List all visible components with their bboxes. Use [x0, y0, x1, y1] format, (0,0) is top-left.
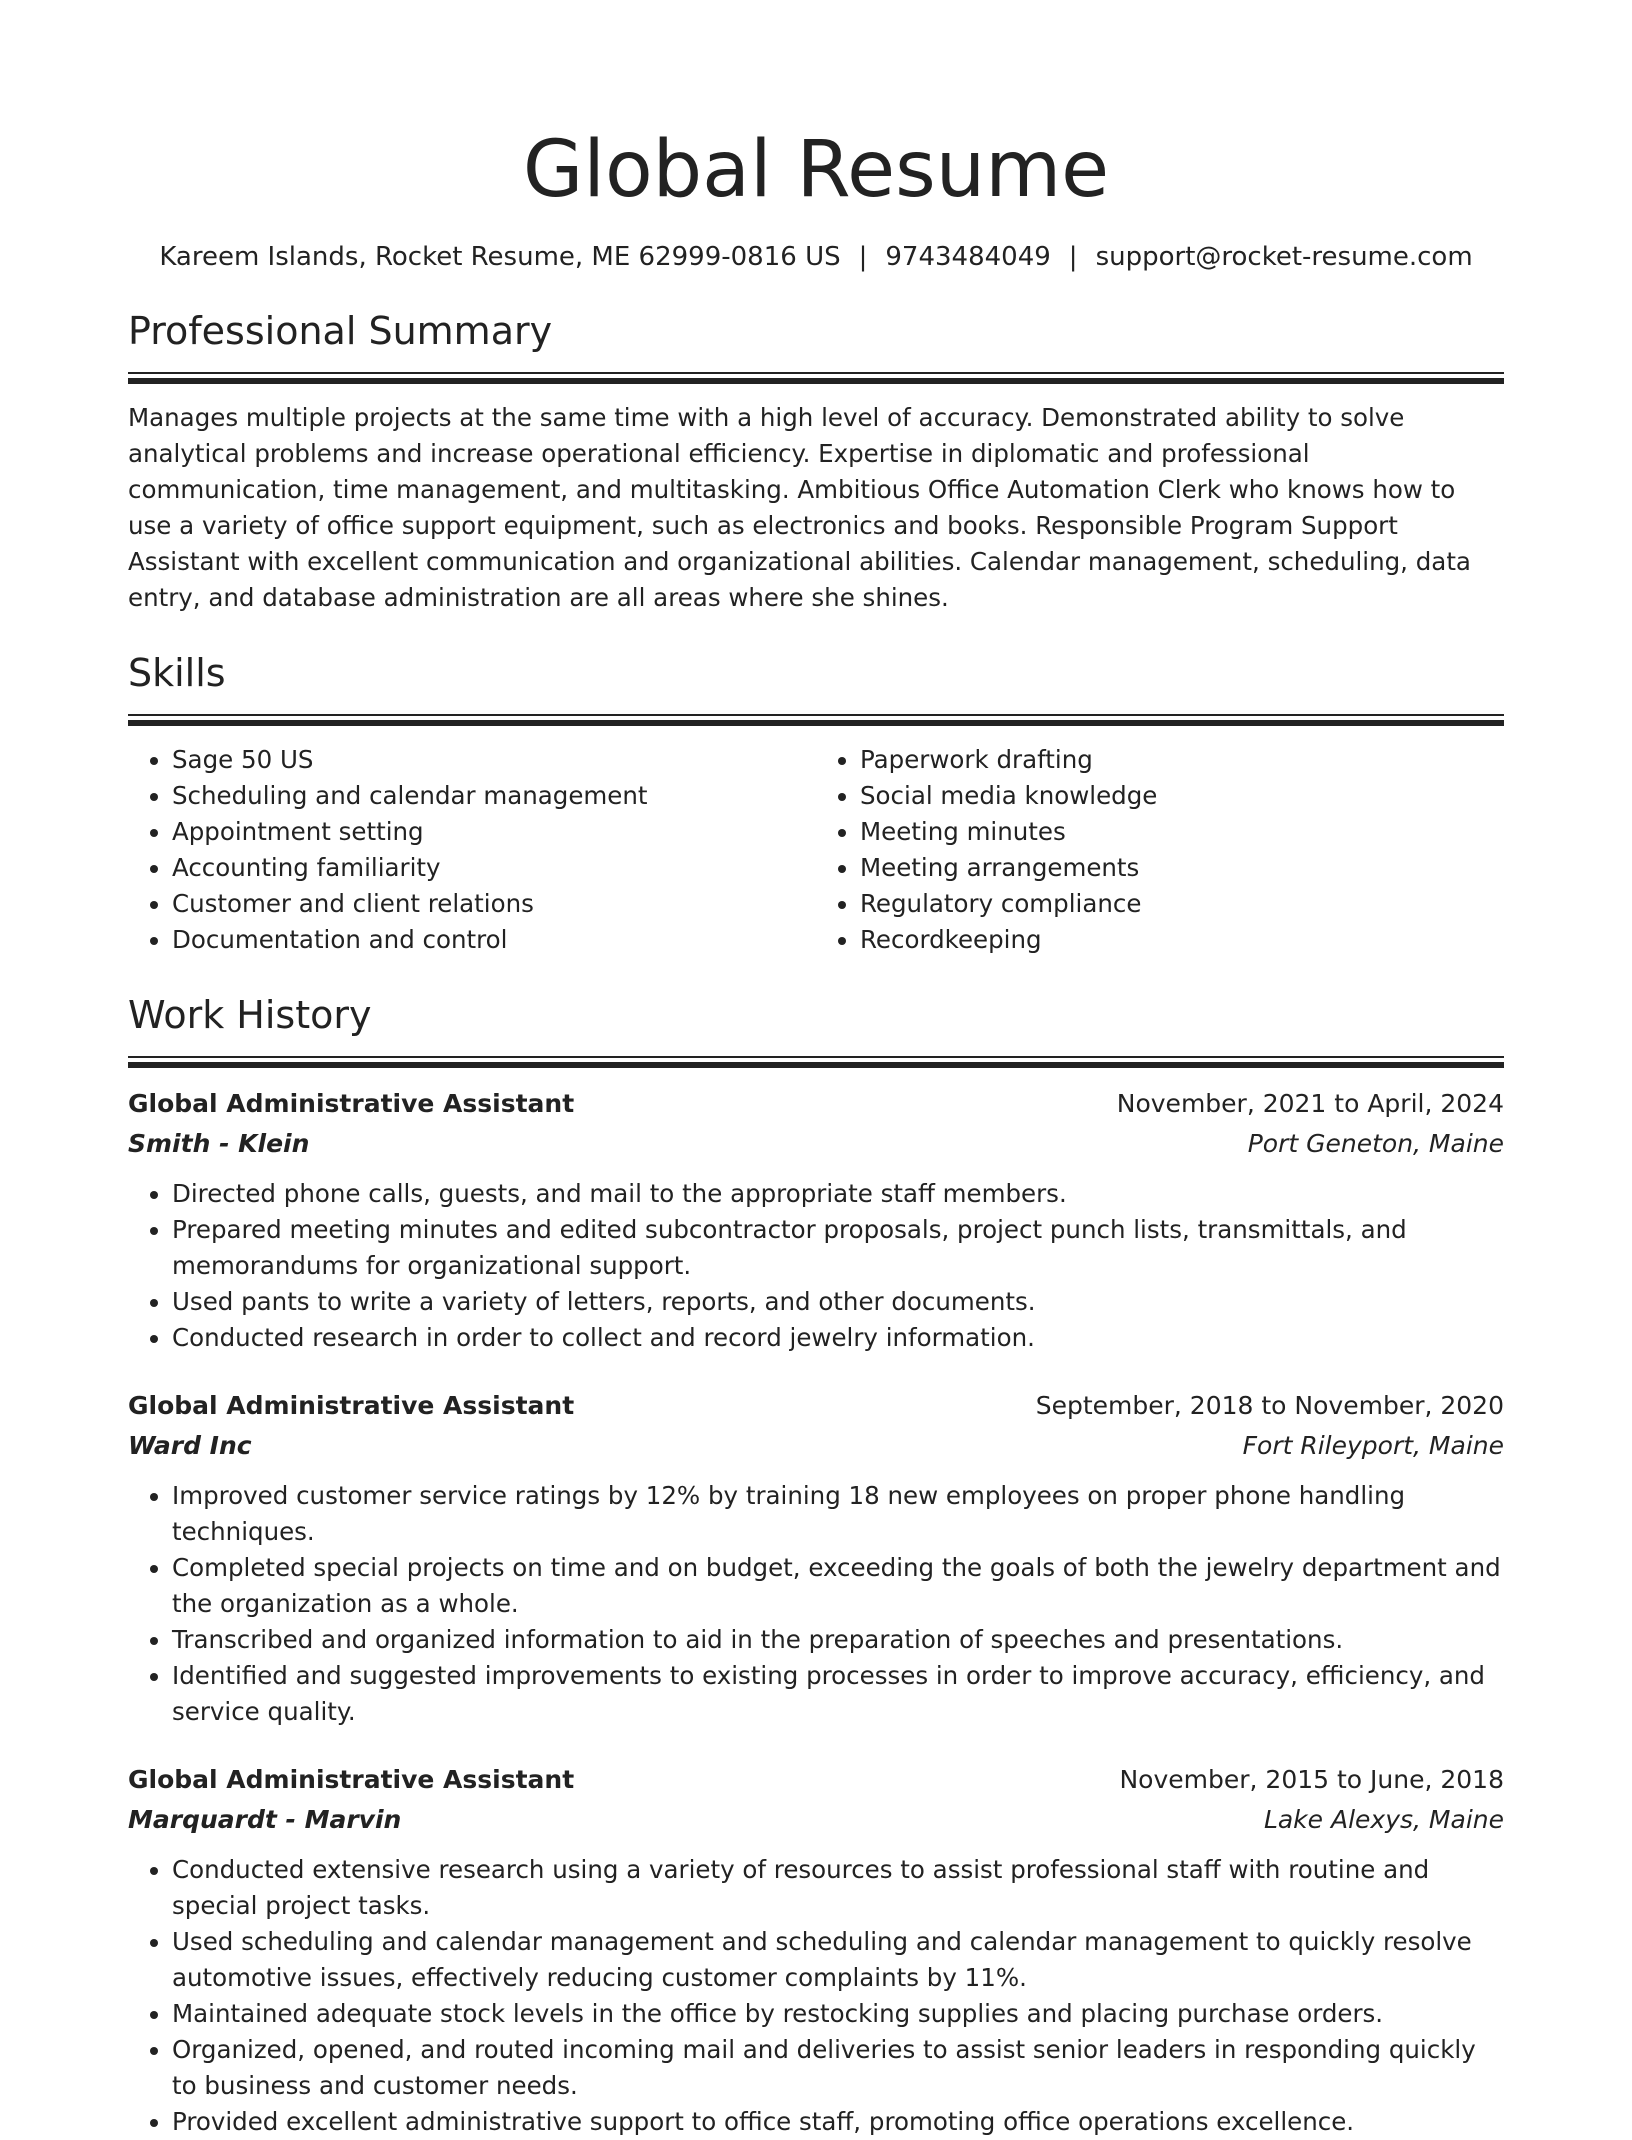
- skill-item: • Meeting arrangements: [860, 850, 1504, 886]
- job-bullets: [128, 1176, 1504, 1356]
- job-company: Marquardt - Marvin: [128, 1805, 402, 1834]
- skill-item: • Accounting familiarity: [172, 850, 816, 886]
- job-location: Port Geneton, Maine: [1247, 1129, 1504, 1158]
- skill-item: • Documentation and control: [172, 922, 816, 958]
- contact-separator: |: [858, 242, 868, 272]
- job-bullet: • Improved customer service ratings by 12% by training 18 new employees on proper phone handling techniques.: [172, 1478, 1504, 1550]
- resume-name: Global Resume: [522, 125, 1110, 215]
- job-bullet: • Prepared meeting minutes and edited subcontractor proposals, project punch lists, transmittals, and memorandums for organizational support.: [172, 1212, 1504, 1284]
- job-dates: November, 2021 to April, 2024: [1116, 1089, 1504, 1118]
- skill-item: • Scheduling and calendar management: [172, 778, 816, 814]
- job-dates: September, 2018 to November, 2020: [1035, 1391, 1504, 1420]
- job-employer-row: [128, 1124, 1504, 1164]
- job-title: Global Administrative Assistant: [128, 1765, 575, 1794]
- summary-text: Manages multiple projects at the same time with a high level of accuracy. Demonstrated ability to solve analytical problems and increase operational efficiency. Expertise in diplomatic and professional communication, time management, and multitasking. Ambitious Office Automation Clerk who knows how to use a variety of office support equipment, such as electronics and books. Responsible Program Support Assistant with excellent communication and organizational abilities. Calendar management, scheduling, data entry, and database administration are all areas where she shines.: [128, 403, 1471, 612]
- job-entry: [128, 1760, 1504, 2140]
- job-company: Ward Inc: [128, 1431, 252, 1460]
- skill-item: • Meeting minutes: [860, 814, 1504, 850]
- job-bullet: • Directed phone calls, guests, and mail to the appropriate staff members.: [172, 1176, 1504, 1212]
- skills-title: Skills: [128, 651, 226, 695]
- skills-list-right: [816, 742, 1504, 958]
- skill-item: • Paperwork drafting: [860, 742, 1504, 778]
- skills-list-left: [128, 742, 816, 958]
- job-bullet: • Provided excellent administrative support to office staff, promoting office operations excellence.: [172, 2104, 1504, 2140]
- job-header-row: [128, 1760, 1504, 1800]
- skills-section: [128, 648, 1504, 958]
- job-bullets: [128, 1478, 1504, 1730]
- job-title: Global Administrative Assistant: [128, 1391, 575, 1420]
- job-bullet: • Transcribed and organized information to aid in the preparation of speeches and presentations.: [172, 1622, 1504, 1658]
- job-employer-row: [128, 1426, 1504, 1466]
- section-divider: [128, 1056, 1504, 1068]
- skills-columns: [128, 742, 1504, 958]
- contact-separator: |: [1068, 242, 1078, 272]
- summary-section: [128, 306, 1504, 616]
- skill-item: • Regulatory compliance: [860, 886, 1504, 922]
- job-company: Smith - Klein: [128, 1129, 310, 1158]
- skill-item: • Customer and client relations: [172, 886, 816, 922]
- skill-item: • Sage 50 US: [172, 742, 816, 778]
- job-bullet: • Maintained adequate stock levels in the office by restocking supplies and placing purchase orders.: [172, 1996, 1504, 2032]
- contact-line: [128, 240, 1504, 274]
- job-bullet: • Organized, opened, and routed incoming mail and deliveries to assist senior leaders in responding quickly to business and customer needs.: [172, 2032, 1504, 2104]
- contact-phone: 9743484049: [885, 242, 1051, 272]
- job-header-row: [128, 1386, 1504, 1426]
- job-bullet: • Used pants to write a variety of letters, reports, and other documents.: [172, 1284, 1504, 1320]
- job-header-row: [128, 1084, 1504, 1124]
- work-history-title: Work History: [128, 993, 372, 1037]
- job-entry: [128, 1084, 1504, 1356]
- job-dates: November, 2015 to June, 2018: [1119, 1765, 1504, 1794]
- job-entry: [128, 1386, 1504, 1730]
- job-employer-row: [128, 1800, 1504, 1840]
- job-location: Lake Alexys, Maine: [1263, 1805, 1504, 1834]
- section-divider: [128, 714, 1504, 726]
- job-bullets: [128, 1852, 1504, 2140]
- job-bullet: • Conducted extensive research using a variety of resources to assist professional staff with routine and special project tasks.: [172, 1852, 1504, 1924]
- skill-item: • Appointment setting: [172, 814, 816, 850]
- section-divider: [128, 372, 1504, 384]
- job-bullet: • Used scheduling and calendar management and scheduling and calendar management to quickly resolve automotive issues, effectively reducing customer complaints by 11%.: [172, 1924, 1504, 1996]
- skill-item: • Social media knowledge: [860, 778, 1504, 814]
- contact-email: support@rocket-resume.com: [1095, 242, 1473, 272]
- job-location: Fort Rileyport, Maine: [1242, 1431, 1504, 1460]
- work-history-section: [128, 990, 1504, 2140]
- summary-title: Professional Summary: [128, 309, 553, 353]
- job-bullet: • Completed special projects on time and on budget, exceeding the goals of both the jewelry department and the organization as a whole.: [172, 1550, 1504, 1622]
- contact-address: Kareem Islands, Rocket Resume, ME 62999-0816 US: [159, 242, 841, 272]
- skill-item: • Recordkeeping: [860, 922, 1504, 958]
- job-bullet: • Conducted research in order to collect and record jewelry information.: [172, 1320, 1504, 1356]
- job-bullet: • Identified and suggested improvements to existing processes in order to improve accuracy, efficiency, and service quality.: [172, 1658, 1504, 1730]
- job-title: Global Administrative Assistant: [128, 1089, 575, 1118]
